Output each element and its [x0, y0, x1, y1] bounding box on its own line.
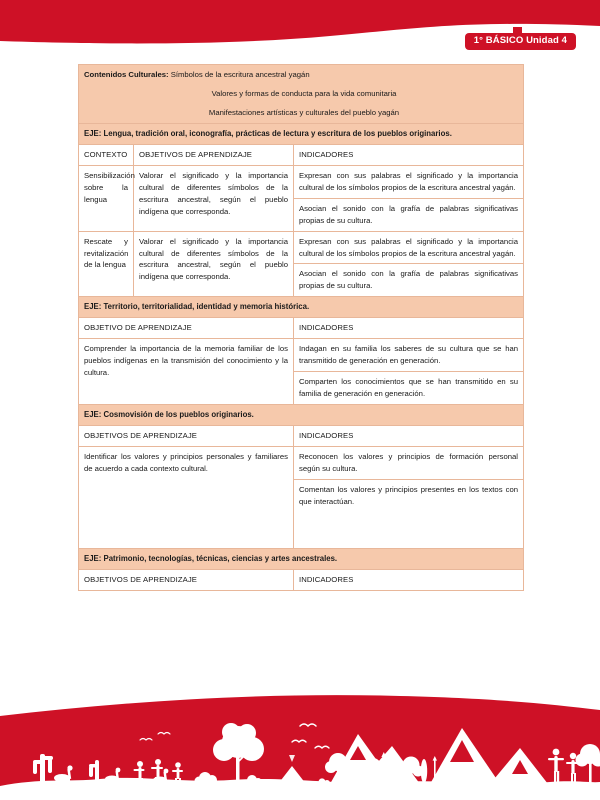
colheader-indicadores: INDICADORES — [294, 570, 524, 591]
colheader-indicadores: INDICADORES — [294, 318, 524, 339]
column-headers-territorio — [79, 318, 524, 339]
cell-contexto: Sensibilización sobre la lengua — [79, 165, 134, 231]
contenidos-culturales-row — [79, 65, 524, 124]
colheader-indicadores: INDICADORES — [294, 144, 524, 165]
cell-indicador: Comparten los conocimientos que se han transmitido en su familia de generación en generación. — [294, 372, 524, 405]
cell-indicador: Expresan con sus palabras el significado y la importancia cultural de los símbolos propios de la escritura ancestral yagán. — [294, 231, 524, 264]
cell-indicador: Asocian el sonido con la grafía de palabras significativas propias de su cultura. — [294, 198, 524, 231]
table-row — [79, 447, 524, 480]
column-headers-cosmovision — [79, 426, 524, 447]
colheader-indicadores: INDICADORES — [294, 426, 524, 447]
cell-indicador: Indagan en su familia los saberes de su cultura que se han transmitido de generación en generación. — [294, 339, 524, 372]
cell-indicador: Reconocen los valores y principios de formación personal según su cultura. — [294, 447, 524, 480]
eje-title-lengua: EJE: Lengua, tradición oral, iconografía, prácticas de lectura y escritura de los pueblos originarios. — [79, 123, 524, 144]
cell-indicador: Asocian el sonido con la grafía de palabras significativas propias de su cultura. — [294, 264, 524, 297]
eje-row-lengua — [79, 123, 524, 144]
table-row — [79, 339, 524, 372]
cell-indicador: Expresan con sus palabras el significado y la importancia cultural de los símbolos propios de la escritura ancestral yagán. — [294, 165, 524, 198]
page-header-banner — [0, 0, 600, 60]
cell-objetivo: Valorar el significado y la importancia cultural de diferentes símbolos de la escritura ancestral, según el pueblo indígena que corresponda. — [134, 165, 294, 231]
eje-title-patrimonio: EJE: Patrimonio, tecnologías, técnicas, ciencias y artes ancestrales. — [79, 548, 524, 569]
table-row — [79, 165, 524, 198]
spacer — [84, 100, 518, 107]
cell-objetivo: Comprender la importancia de la memoria familiar de los pueblos indígenas en la transmisión del conocimiento y la cultura. — [79, 339, 294, 405]
footer-illustration — [0, 690, 600, 800]
colheader-objetivos: OBJETIVOS DE APRENDIZAJE — [79, 426, 294, 447]
contenidos-line-3: Manifestaciones artísticas y culturales del pueblo yagán — [208, 107, 400, 117]
eje-title-territorio: EJE: Territorio, territorialidad, identidad y memoria histórica. — [79, 297, 524, 318]
eje-title-cosmovision: EJE: Cosmovisión de los pueblos originarios. — [79, 405, 524, 426]
contenidos-label: Contenidos Culturales: — [84, 70, 169, 79]
colheader-objetivos: OBJETIVOS DE APRENDIZAJE — [79, 570, 294, 591]
cell-objetivo: Identificar los valores y principios personales y familiares de acuerdo a cada contexto cultural. — [79, 447, 294, 549]
cell-contexto: Rescate y revitalización de la lengua — [79, 231, 134, 297]
eje-row-cosmovision — [79, 405, 524, 426]
column-headers-lengua — [79, 144, 524, 165]
cell-objetivo: Valorar el significado y la importancia cultural de diferentes símbolos de la escritura ancestral, según el pueblo indígena que corresponda. — [134, 231, 294, 297]
eje-row-patrimonio — [79, 548, 524, 569]
column-headers-patrimonio — [79, 570, 524, 591]
colheader-objetivos: OBJETIVOS DE APRENDIZAJE — [134, 144, 294, 165]
eje-row-territorio — [79, 297, 524, 318]
header-wave-shape — [0, 0, 600, 60]
spacer — [84, 81, 518, 88]
table-row — [79, 231, 524, 264]
contenidos-line-1 — [84, 69, 518, 81]
curriculum-table — [78, 64, 524, 591]
contenidos-line-2: Valores y formas de conducta para la vida comunitaria — [211, 88, 397, 98]
colheader-contexto: CONTEXTO — [79, 144, 134, 165]
cell-indicador: Comentan los valores y principios presentes en los textos con que interactúan. — [294, 479, 524, 548]
colheader-objetivo: OBJETIVO DE APRENDIZAJE — [79, 318, 294, 339]
unit-badge: 1° BÁSICO Unidad 4 — [465, 33, 576, 50]
footer-landscape-silhouette — [0, 690, 600, 800]
contenidos-culturales-cell — [79, 65, 524, 124]
contenidos-value-1: Símbolos de la escritura ancestral yagán — [168, 70, 310, 79]
shrub-icon — [462, 778, 469, 785]
